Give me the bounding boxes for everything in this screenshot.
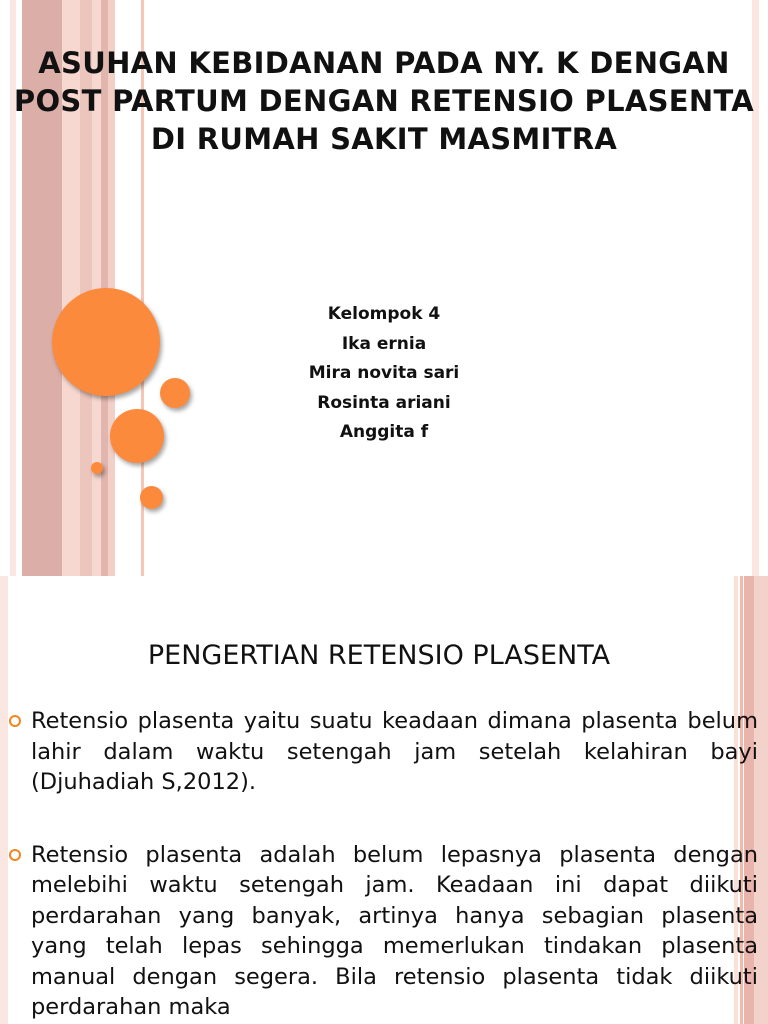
- decor-circle-medium: [110, 409, 164, 463]
- decor-circle-tiny: [91, 462, 103, 474]
- member-name: Mira novita sari: [308, 363, 460, 383]
- member-name: Rosinta ariani: [317, 392, 451, 413]
- bullet-circle-icon: [9, 849, 21, 861]
- group-member-list: [234, 300, 534, 448]
- bullet-text: Retensio plasenta yaitu suatu keadaan dimana plasenta belum lahir dalam waktu setengah jam setelah kelahiran bayi (Djuhadiah S,2012).: [31, 708, 758, 795]
- bullet-item: [0, 840, 768, 1023]
- decor-circle-large: [52, 288, 160, 396]
- decor-circle-small: [160, 378, 190, 408]
- bullet-item: [0, 706, 768, 798]
- member-name: Anggita f: [339, 422, 429, 442]
- decor-circle-small: [140, 486, 163, 509]
- bullet-circle-icon: [9, 715, 21, 727]
- slide-title: ASUHAN KEBIDANAN PADA NY. K DENGAN POST PARTUM DENGAN RETENSIO PLASENTA DI RUMAH SAKIT MASMITRA: [13, 46, 755, 156]
- slide-title: PENGERTIAN RETENSIO PLASENTA: [147, 640, 611, 671]
- bullet-list: [0, 706, 768, 1024]
- group-label: Kelompok 4: [327, 304, 441, 324]
- member-name: Ika ernia: [341, 333, 427, 354]
- content-slide: [0, 576, 768, 1024]
- bullet-text: Retensio plasenta adalah belum lepasnya plasenta dengan melebihi waktu setengah jam. Keadaan ini dapat diikuti perdarahan yang banyak, artinya hanya sebagian plasenta yang telah lepas sehingga memerlukan tindakan plasenta manual dengan segera. Bila retensio plasenta tidak diikuti perdarahan maka: [31, 841, 758, 1020]
